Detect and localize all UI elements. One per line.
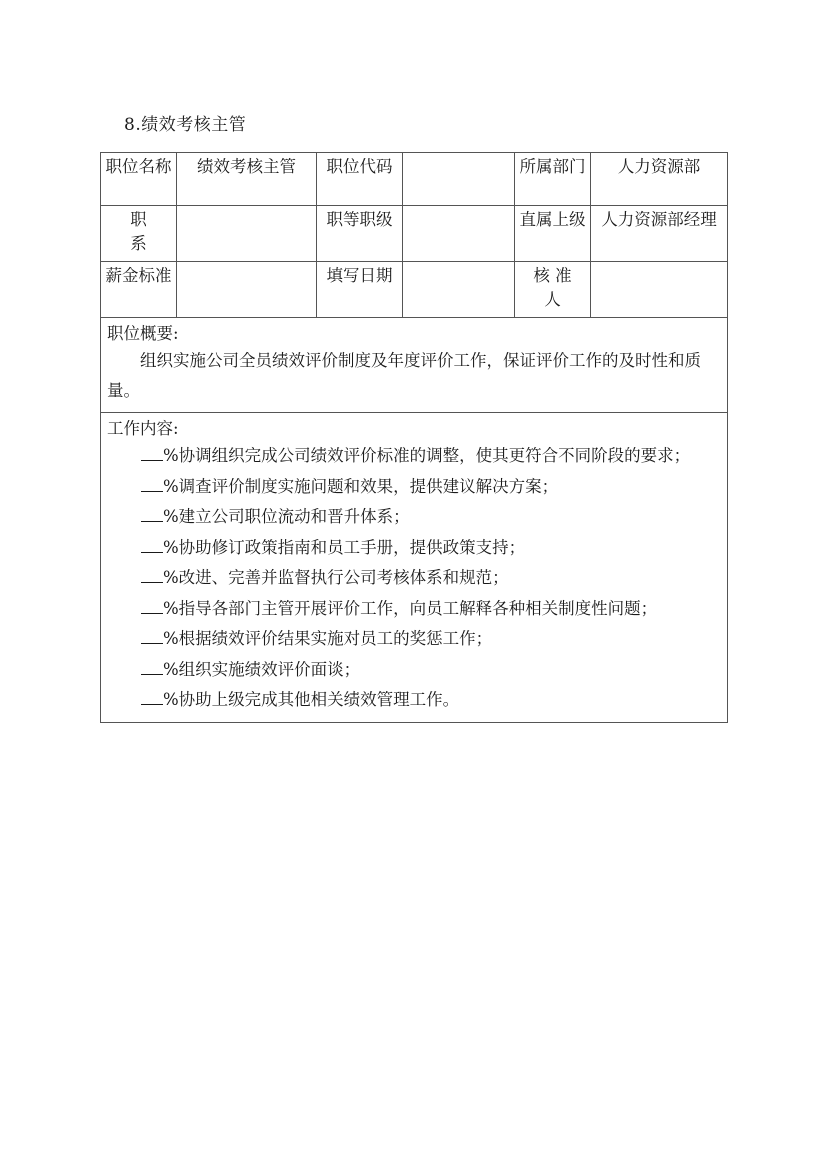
- duties-section: [101, 413, 728, 723]
- duty-text: %指导各部门主管开展评价工作，向员工解释各种相关制度性问题；: [163, 598, 658, 618]
- duty-item: [107, 472, 721, 503]
- duty-item: [107, 502, 721, 533]
- duty-text: %改进、完善并监督执行公司考核体系和规范；: [163, 568, 509, 587]
- supervisor-value: 人力资源部经理: [591, 206, 728, 262]
- duty-item: [107, 624, 721, 655]
- job-family-label: [101, 206, 177, 262]
- percentage-blank: [141, 446, 163, 461]
- duties-list: [107, 441, 721, 716]
- duty-item: [107, 533, 721, 564]
- percentage-blank: [141, 690, 163, 705]
- supervisor-label: 直属上级: [515, 206, 591, 262]
- percentage-blank: [141, 660, 163, 675]
- approver-value: [591, 262, 728, 318]
- summary-text: 组织实施公司全员绩效评价制度及年度评价工作，保证评价工作的及时性和质量。: [107, 351, 701, 400]
- summary-title: 职位概要:: [107, 324, 179, 343]
- duty-item: [107, 655, 721, 686]
- percentage-blank: [141, 568, 163, 583]
- job-description-table: [100, 152, 728, 723]
- table-row: [101, 206, 728, 262]
- duty-text: %协调组织完成公司绩效评价标准的调整，使其更符合不同阶段的要求；: [163, 446, 691, 465]
- percentage-blank: [141, 477, 163, 492]
- job-family-value: [177, 206, 317, 262]
- position-name-label: 职位名称: [101, 153, 177, 206]
- department-label: 所属部门: [515, 153, 591, 206]
- percentage-blank: [141, 538, 163, 553]
- salary-label: 薪金标准: [101, 262, 177, 318]
- department-value: 人力资源部: [591, 153, 728, 206]
- fill-date-value: [403, 262, 515, 318]
- section-title: 8.绩效考核主管: [124, 115, 247, 135]
- duty-item: [107, 563, 721, 594]
- percentage-blank: [141, 629, 163, 644]
- position-code-label: 职位代码: [317, 153, 403, 206]
- approver-label-line1: 核 准: [533, 266, 572, 285]
- duty-text: %调查评价制度实施问题和效果，提供建议解决方案；: [163, 476, 559, 496]
- job-family-label-line2: 系: [130, 234, 147, 253]
- approver-label-line2: 人: [544, 290, 561, 309]
- position-name-value: 绩效考核主管: [177, 153, 317, 206]
- position-code-value: [403, 153, 515, 206]
- approver-label: [515, 262, 591, 318]
- summary-section: [101, 318, 728, 413]
- fill-date-label: 填写日期: [317, 262, 403, 318]
- table-row: [101, 318, 728, 413]
- grade-value: [403, 206, 515, 262]
- salary-value: [177, 262, 317, 318]
- duty-text: %建立公司职位流动和晋升体系；: [163, 507, 410, 526]
- duty-text: %组织实施绩效评价面谈；: [163, 659, 361, 679]
- job-family-label-line1: 职: [130, 210, 147, 229]
- duty-text: %根据绩效评价结果实施对员工的奖惩工作；: [163, 629, 493, 648]
- percentage-blank: [141, 599, 163, 614]
- table-row: [101, 262, 728, 318]
- grade-label: 职等职级: [317, 206, 403, 262]
- table-row: [101, 413, 728, 723]
- table-row: [101, 153, 728, 206]
- duty-item: [107, 441, 721, 472]
- duty-text: %协助修订政策指南和员工手册，提供政策支持；: [163, 537, 526, 557]
- duties-title: 工作内容:: [107, 419, 179, 438]
- duty-item: [107, 685, 721, 716]
- duty-item: [107, 594, 721, 625]
- duty-text: %协助上级完成其他相关绩效管理工作。: [163, 690, 460, 709]
- percentage-blank: [141, 507, 163, 522]
